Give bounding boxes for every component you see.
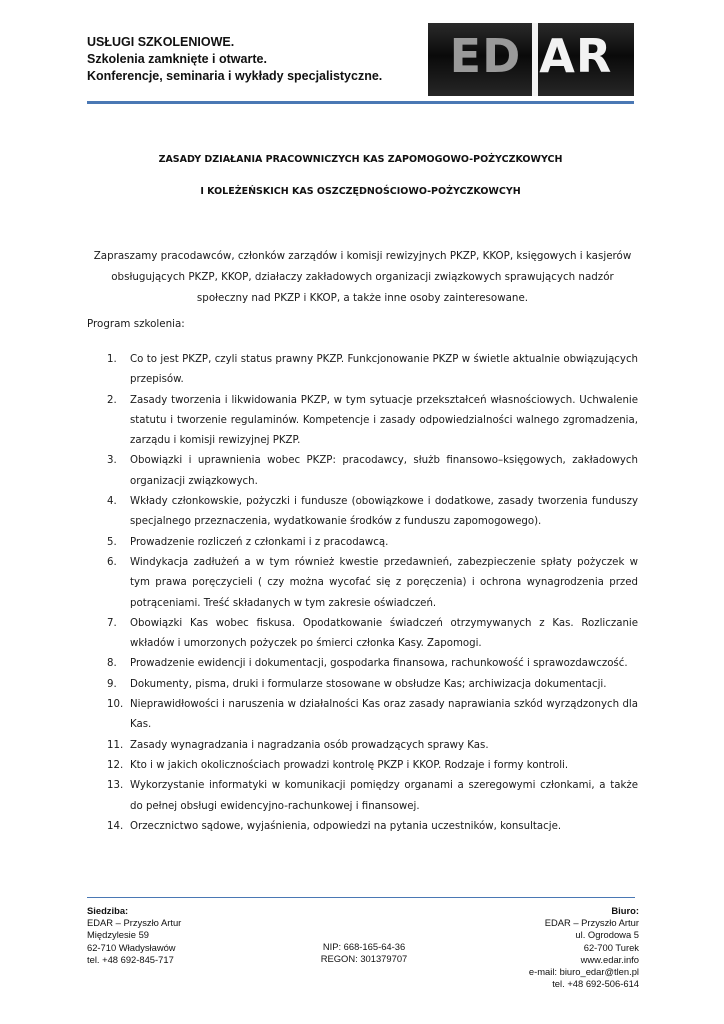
program-item <box>87 553 638 614</box>
footer-email-link[interactable]: e-mail: biuro_edar@tlen.pl <box>528 966 639 978</box>
program-item <box>87 695 638 736</box>
intro-paragraph: Zapraszamy pracodawców, członków zarządów i komisji rewizyjnych PKZP, KKOP, księgowych i kasjerów obsługujących PKZP, KKOP, działaczy zakładowych organizacji związkowych sprawujących nadzór społeczny nad PKZP i KKOP, a także inne osoby zainteresowane. <box>93 250 632 304</box>
edar-logo <box>428 23 634 96</box>
program-item <box>87 736 638 756</box>
footer-tax-ids <box>264 941 464 965</box>
program-item-number: 2. <box>107 394 117 406</box>
header-line: Konferencje, seminaria i wykłady specjalistyczne. <box>87 69 383 83</box>
document-title-line-2: I KOLEŻEŃSKICH KAS OSZCZĘDNOŚCIOWO-POŻYCZKOWCYH <box>200 186 521 197</box>
footer-line: 62-700 Turek <box>583 941 639 953</box>
program-item <box>87 533 638 553</box>
program-item-number: 6. <box>107 556 117 568</box>
program-item-number: 14. <box>107 820 124 832</box>
program-item-number: 9. <box>107 678 117 690</box>
footer-divider <box>87 897 635 898</box>
footer-line: REGON: 301379707 <box>320 953 408 965</box>
program-item-number: 5. <box>107 536 117 548</box>
header-tagline <box>87 34 417 85</box>
program-item-number: 12. <box>107 759 124 771</box>
program-item-text: Nieprawidłowości i naruszenia w działalności Kas oraz zasady naprawiania szkód wyrządzonych dla Kas. <box>130 699 638 731</box>
logo-text: ED AR <box>449 29 613 83</box>
header-line: USŁUGI SZKOLENIOWE. <box>87 35 235 49</box>
program-item <box>87 350 638 391</box>
program-item-number: 3. <box>107 455 117 467</box>
program-item-text: Zasady tworzenia i likwidowania PKZP, w tym sytuacje przekształceń własnościowych. Uchwalenie statutu i tworzenie regulaminów. Kompetencje i zasady odpowiedzialności walnego zgromadzenia, zarządu i komisji rewizyjnej PKZP. <box>130 394 638 447</box>
program-item <box>87 654 638 674</box>
program-item-text: Obowiązki Kas wobec fiskusa. Opodatkowanie świadczeń otrzymywanych z Kas. Rozliczanie wkładów i umorzonych pożyczek po śmierci członka Kasy. Zapomogi. <box>130 617 638 650</box>
program-item-text: Co to jest PKZP, czyli status prawny PKZP. Funkcjonowanie PKZP w świetle aktualnie obwiązujących przepisów. <box>130 354 638 386</box>
program-item <box>87 391 638 452</box>
program-item <box>87 776 638 817</box>
footer-line: tel. +48 692-845-717 <box>87 953 174 965</box>
program-item <box>87 451 638 492</box>
program-item <box>87 492 638 533</box>
program-list <box>87 350 638 837</box>
program-item-number: 7. <box>107 617 117 629</box>
program-item <box>87 675 638 695</box>
program-item <box>87 614 638 655</box>
program-item-number: 10. <box>107 699 124 711</box>
header-line: Szkolenia zamknięte i otwarte. <box>87 52 267 66</box>
footer-headquarters <box>87 905 181 966</box>
footer-line: ul. Ogrodowa 5 <box>575 929 639 941</box>
program-label: Program szkolenia: <box>87 318 185 330</box>
program-item <box>87 817 638 837</box>
logo-bar <box>532 23 538 96</box>
program-item-text: Wkłady członkowskie, pożyczki i fundusze (obowiązkowe i dodatkowe, zasady tworzenia funduszy specjalnego przeznaczenia, wydatkowanie środków z funduszu zapomogowego). <box>130 496 638 528</box>
program-item-text: Zasady wynagradzania i nagradzania osób prowadzących sprawy Kas. <box>130 739 489 751</box>
header-divider <box>87 101 634 104</box>
program-item-number: 4. <box>107 496 117 508</box>
program-item-text: Dokumenty, pisma, druki i formularze stosowane w obsłudze Kas; archiwizacja dokumentacji. <box>130 678 607 690</box>
footer-line: Międzylesie 59 <box>87 929 150 941</box>
program-item-text: Windykacja zadłużeń a w tym również kwestie przedawnień, zabezpieczenie spłaty pożyczek w tym prawa poręczycieli ( czy można wycofać się z poręczenia) i ochrona wynagrodzenia przed potrąceniami. Treść składanych w tym zakresie oświadczeń. <box>130 556 638 609</box>
footer-line: NIP: 668-165-64-36 <box>322 941 406 952</box>
document-title-line-1: ZASADY DZIAŁANIA PRACOWNICZYCH KAS ZAPOMOGOWO-POŻYCZKOWYCH <box>158 154 563 165</box>
footer-line: EDAR – Przyszło Artur <box>87 917 182 929</box>
program-item-text: Prowadzenie rozliczeń z członkami i z pracodawcą. <box>130 536 389 548</box>
footer-line: 62-710 Władysławów <box>87 941 176 953</box>
program-item-text: Kto i w jakich okolicznościach prowadzi kontrolę PKZP i KKOP. Rodzaje i formy kontroli. <box>130 759 569 771</box>
footer-line: tel. +48 692-506-614 <box>552 978 639 990</box>
footer-line: EDAR – Przyszło Artur <box>544 917 639 929</box>
program-item-number: 1. <box>107 354 117 365</box>
program-item <box>87 756 638 776</box>
footer-label: Siedziba: <box>87 905 129 916</box>
program-item-text: Orzecznictwo sądowe, wyjaśnienia, odpowiedzi na pytania uczestników, konsultacje. <box>130 820 562 832</box>
footer-office <box>484 905 639 990</box>
program-item-text: Obowiązki i uprawnienia wobec PKZP: pracodawcy, służb finansowo–księgowych, zakładowych organizacji związkowych. <box>130 455 638 487</box>
footer-website-link[interactable]: www.edar.info <box>580 953 639 965</box>
footer-label: Biuro: <box>611 905 639 916</box>
program-item-text: Prowadzenie ewidencji i dokumentacji, gospodarka finansowa, rachunkowość i sprawozdawczość. <box>130 658 628 670</box>
program-item-number: 8. <box>107 658 117 670</box>
program-item-text: Wykorzystanie informatyki w komunikacji pomiędzy organami a szeregowymi członkami, a także do pełnej obsługi ewidencyjno-rachunkowej i finansowej. <box>130 780 638 812</box>
program-item-number: 13. <box>107 780 124 792</box>
program-item-number: 11. <box>107 739 124 751</box>
